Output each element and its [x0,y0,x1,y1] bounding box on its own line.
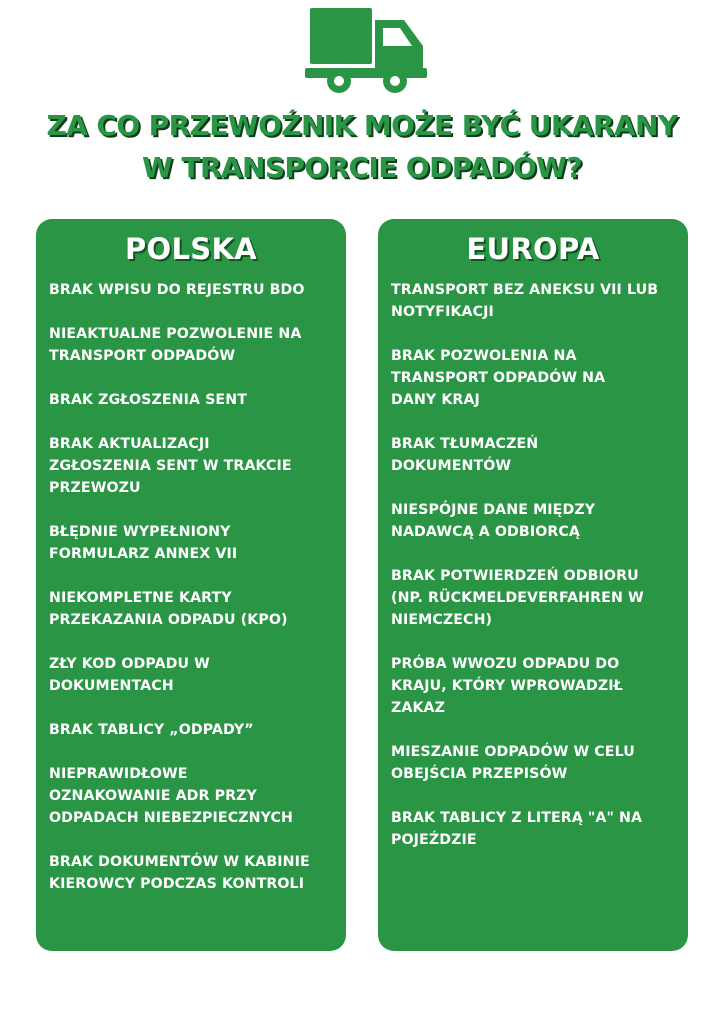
list-item: BRAK POZWOLENIA NA TRANSPORT ODPADÓW NA DANY KRAJ [391,348,606,408]
list-item: BRAK AKTUALIZACJI ZGŁOSZENIA SENT W TRAKCIE PRZEWOZU [49,436,292,496]
list-item: BRAK ZGŁOSZENIA SENT [49,392,247,408]
list-item: BŁĘDNIE WYPEŁNIONY FORMULARZ ANNEX VII [49,524,238,562]
list-item: BRAK TŁUMACZEŃ DOKUMENTÓW [391,436,539,474]
list-item: BRAK TABLICY „ODPADY” [49,722,254,738]
list-item: TRANSPORT BEZ ANEKSU VII LUB NOTYFIKACJI [391,282,659,320]
page-title-line-1: ZA CO PRZEWOŹNIK MOŻE BYĆ UKARANY [46,109,678,142]
list-item: BRAK TABLICY Z LITERĄ "A" NA POJEŹDZIE [391,810,643,848]
list-item: BRAK WPISU DO REJESTRU BDO [49,282,305,298]
list-item: PRÓBA WWOZU ODPADU DO KRAJU, KTÓRY WPROWADZIŁ ZAKAZ [391,656,623,716]
truck-icon [305,8,427,94]
polska-panel [36,219,346,951]
list-item: NIESPÓJNE DANE MIĘDZY NADAWCĄ A ODBIORCĄ [391,502,596,540]
europa-list [391,279,681,851]
list-item: NIEPRAWIDŁOWE OZNAKOWANIE ADR PRZY ODPADACH NIEBEZPIECZNYCH [49,766,293,826]
list-item: ZŁY KOD ODPADU W DOKUMENTACH [49,656,210,694]
list-item: NIEKOMPLETNE KARTY PRZEKAZANIA ODPADU (KPO) [49,590,288,628]
page-title-line-2: W TRANSPORCIE ODPADÓW? [142,151,582,184]
polska-list [49,279,339,895]
list-item: BRAK POTWIERDZEŃ ODBIORU (NP. RÜCKMELDEVERFAHREN W NIEMCZECH) [391,568,644,628]
list-item: NIEAKTUALNE POZWOLENIE NA TRANSPORT ODPADÓW [49,326,302,364]
polska-heading: POLSKA [125,232,257,266]
europa-heading: EUROPA [466,232,600,266]
europa-panel [378,219,688,951]
list-item: BRAK DOKUMENTÓW W KABINIE KIEROWCY PODCZAS KONTROLI [49,854,310,892]
list-item: MIESZANIE ODPADÓW W CELU OBEJŚCIA PRZEPISÓW [391,744,635,782]
